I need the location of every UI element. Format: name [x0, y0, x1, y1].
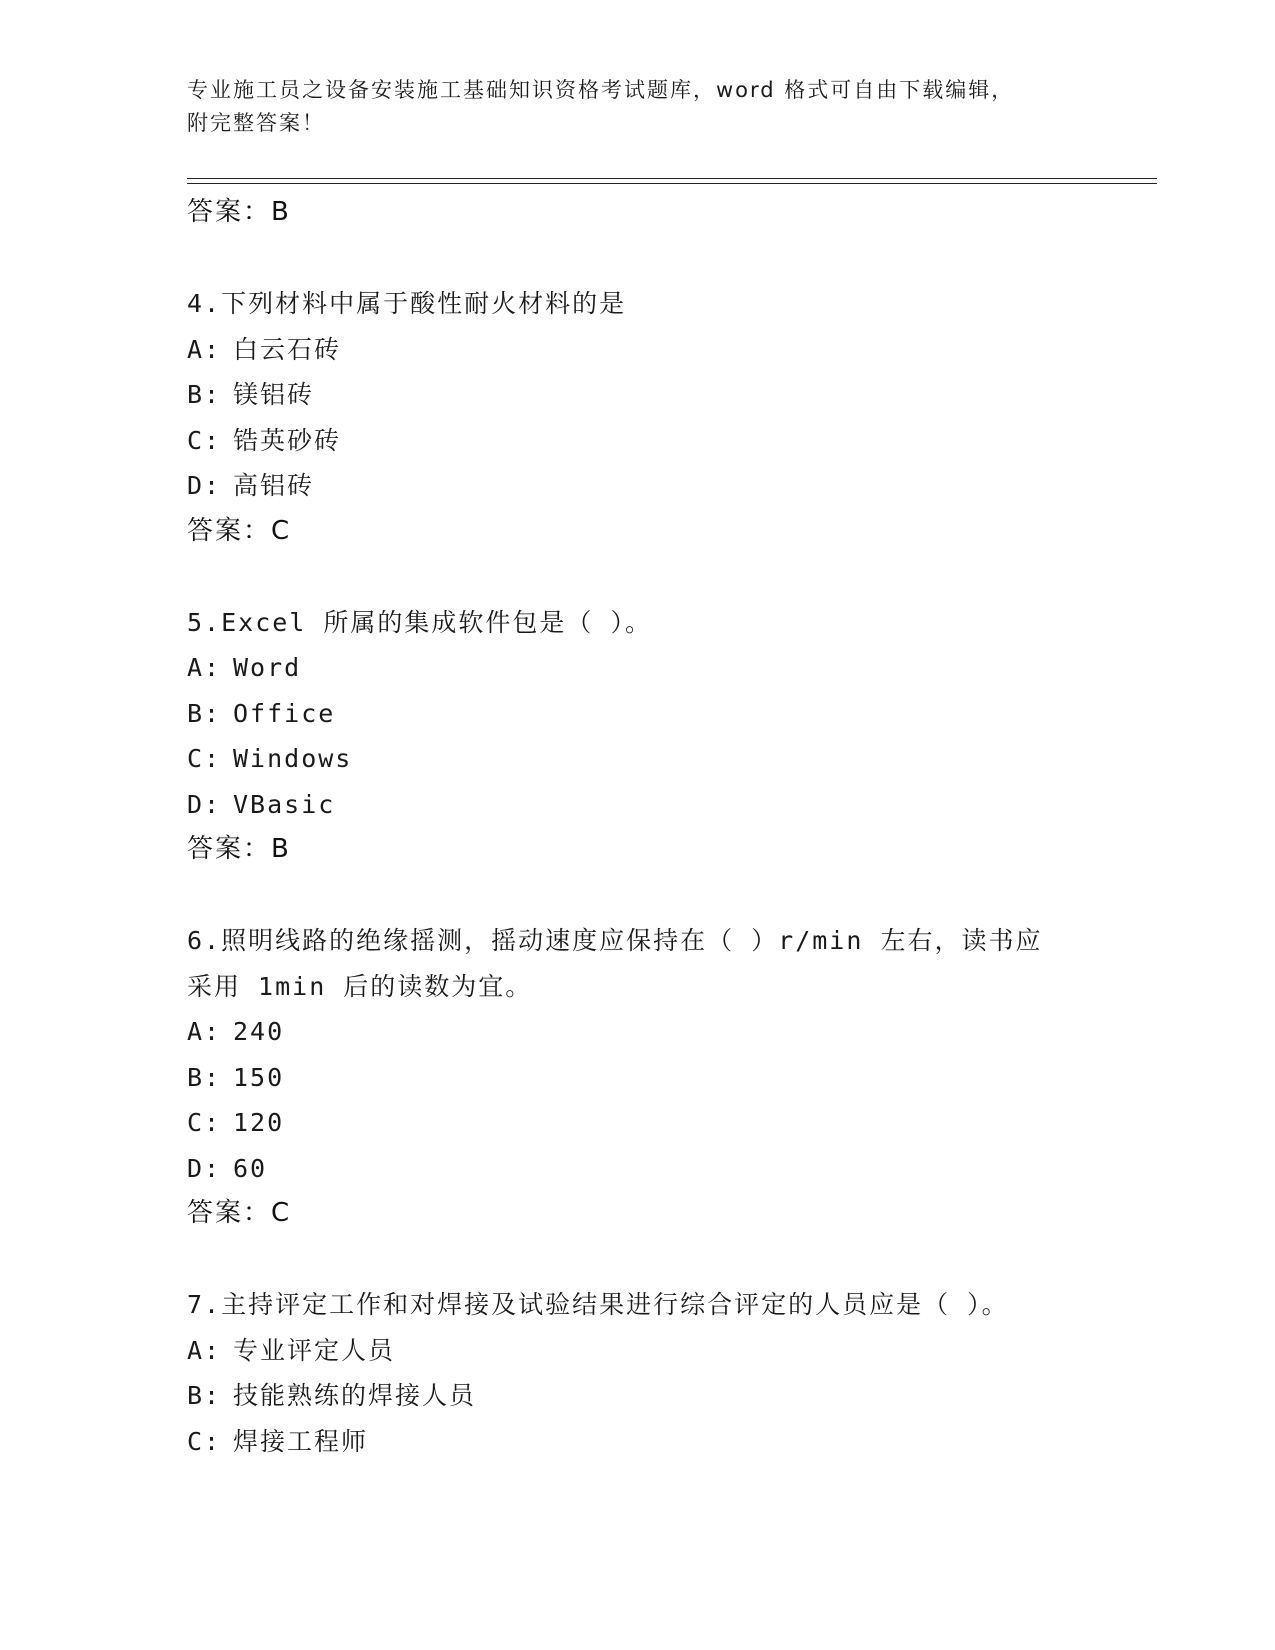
- header-line-1: 专业施工员之设备安装施工基础知识资格考试题库，word 格式可自由下载编辑，: [187, 78, 1015, 102]
- option-a: [187, 327, 1147, 373]
- question-item: [187, 918, 1147, 1237]
- option-d: [187, 463, 1147, 509]
- option-text: 焊接工程师: [233, 1426, 369, 1456]
- option-text: 60: [233, 1153, 268, 1183]
- option-letter: C:: [187, 744, 222, 773]
- option-letter: B:: [187, 1062, 222, 1092]
- option-letter: D:: [187, 471, 222, 500]
- question-stem-line-2: 采用 1min 后的读数为宜。: [187, 971, 533, 1001]
- option-text: 专业评定人员: [233, 1335, 396, 1365]
- answer-label: 答案：C: [187, 1198, 292, 1228]
- option-text: 240: [233, 1017, 285, 1046]
- question-stem: 7.主持评定工作和对焊接及试验结果进行综合评定的人员应是（ ）。: [187, 1290, 1009, 1319]
- option-letter: C:: [187, 1426, 222, 1456]
- option-c: [187, 1419, 1147, 1465]
- question-item: [187, 600, 1147, 873]
- option-text: Office: [233, 698, 336, 728]
- option-text: 锆英砂砖: [233, 425, 342, 455]
- option-d: [187, 1146, 1147, 1192]
- option-text: 150: [233, 1062, 285, 1092]
- option-text: Word: [233, 653, 302, 682]
- option-letter: B:: [187, 380, 222, 409]
- option-text: VBasic: [233, 789, 336, 819]
- spacer: [187, 236, 1147, 282]
- question-item: [187, 1282, 1147, 1464]
- document-header: [187, 74, 1087, 140]
- spacer: [187, 554, 1147, 600]
- question-item: [187, 281, 1147, 554]
- option-d: [187, 782, 1147, 828]
- option-text: 白云石砖: [233, 334, 342, 364]
- option-letter: B:: [187, 1381, 222, 1410]
- option-letter: A:: [187, 334, 222, 364]
- option-a: [187, 1009, 1147, 1055]
- option-text: 高铝砖: [233, 471, 315, 500]
- option-c: [187, 736, 1147, 782]
- option-letter: A:: [187, 1335, 222, 1365]
- option-letter: C:: [187, 1108, 222, 1137]
- option-text: 120: [233, 1108, 285, 1137]
- option-b: [187, 691, 1147, 737]
- question-list: [187, 190, 1147, 1464]
- spacer: [187, 873, 1147, 919]
- option-text: Windows: [233, 744, 353, 773]
- option-letter: C:: [187, 425, 222, 455]
- spacer: [187, 1237, 1147, 1283]
- question-stem-line-1: 6.照明线路的绝缘摇测，摇动速度应保持在（ ）r/min 左右，读书应: [187, 926, 1043, 955]
- option-letter: B:: [187, 698, 222, 728]
- header-divider-bottom: [187, 183, 1157, 184]
- option-letter: D:: [187, 1153, 222, 1183]
- option-letter: A:: [187, 1017, 222, 1046]
- option-b: [187, 1055, 1147, 1101]
- option-a: [187, 645, 1147, 691]
- answer-label: 答案：B: [187, 197, 291, 227]
- option-c: [187, 1100, 1147, 1146]
- option-a: [187, 1328, 1147, 1374]
- option-letter: A:: [187, 653, 222, 682]
- question-stem: 4.下列材料中属于酸性耐火材料的是: [187, 289, 627, 318]
- option-letter: D:: [187, 789, 222, 819]
- question-stem: 5.Excel 所属的集成软件包是（ ）。: [187, 607, 652, 637]
- option-c: [187, 418, 1147, 464]
- header-line-2: 附完整答案！: [187, 111, 325, 135]
- header-divider-top: [187, 178, 1157, 179]
- option-text: 镁铝砖: [233, 380, 315, 409]
- option-b: [187, 372, 1147, 418]
- answer-label: 答案：C: [187, 515, 292, 546]
- option-text: 技能熟练的焊接人员: [233, 1381, 477, 1410]
- option-b: [187, 1373, 1147, 1419]
- answer-label: 答案：B: [187, 834, 291, 864]
